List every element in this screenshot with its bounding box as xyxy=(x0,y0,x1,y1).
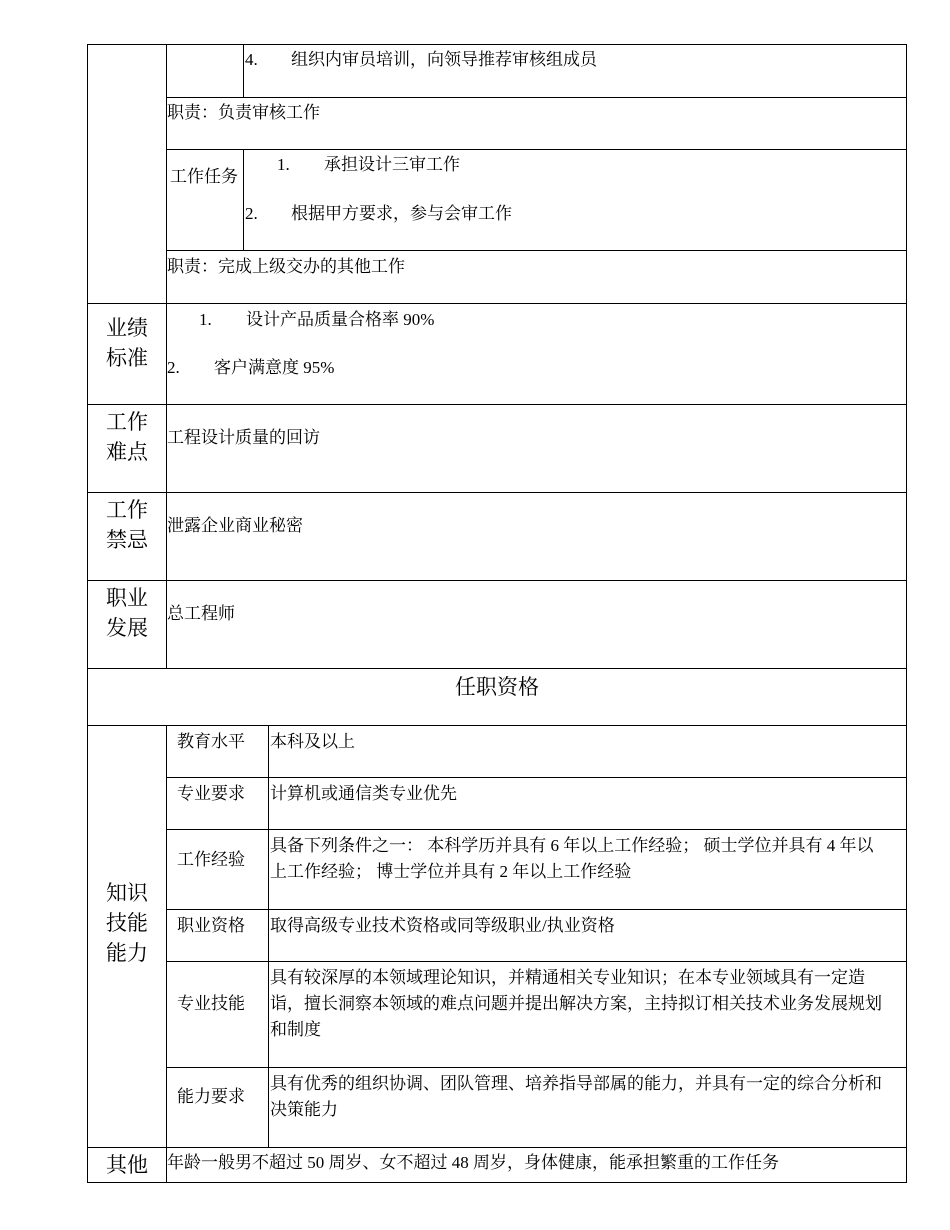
row-value: 具有较深厚的本领域理论知识，并精通相关专业知识；在本专业领域具有一定造诣，擅长洞察本领域的难点问题并提出解决方案，主持拟订相关技术业务发展规划和制度 xyxy=(270,968,882,1039)
row-label: 专业要求 xyxy=(177,784,245,803)
row-label: 能力要求 xyxy=(177,1087,245,1106)
row-value: 本科及以上 xyxy=(270,732,355,751)
row-value: 取得高级专业技术资格或同等级职业/执业资格 xyxy=(270,916,615,935)
item-text: 设计产品质量合格率 90% xyxy=(246,310,435,329)
duty-review: 职责：负责审核工作 xyxy=(167,103,320,122)
difficulty-value: 工程设计质量的回访 xyxy=(167,428,320,447)
taboo-label: 工作禁忌 xyxy=(106,498,148,552)
item-text: 组织内审员培训，向领导推荐审核组成员 xyxy=(291,50,597,69)
qualification-title: 任职资格 xyxy=(455,675,539,699)
task-label: 工作任务 xyxy=(170,167,238,186)
taboo-value: 泄露企业商业秘密 xyxy=(167,516,303,535)
other-value: 年龄一般男不超过 50 周岁、女不超过 48 周岁，身体健康，能承担繁重的工作任务 xyxy=(167,1153,779,1172)
difficulty-label: 工作难点 xyxy=(106,410,148,464)
row-label: 教育水平 xyxy=(177,732,245,751)
row-value: 具备下列条件之一： 本科学历并具有 6 年以上工作经验； 硕士学位并具有 4 年以上工作经验； 博士学位并具有 2 年以上工作经验 xyxy=(270,836,874,881)
duty-other: 职责：完成上级交办的其他工作 xyxy=(167,257,405,276)
career-label: 职业发展 xyxy=(106,586,148,640)
item-text: 客户满意度 95% xyxy=(214,358,335,377)
row-label: 职业资格 xyxy=(177,916,245,935)
row-label: 专业技能 xyxy=(177,994,245,1013)
row-value: 计算机或通信类专业优先 xyxy=(270,784,457,803)
other-label: 其他 xyxy=(106,1153,148,1177)
item-number: 4. xyxy=(245,50,258,69)
career-value: 总工程师 xyxy=(167,604,235,623)
item-number: 1. xyxy=(277,155,290,174)
item-text: 承担设计三审工作 xyxy=(324,155,460,174)
item-text: 根据甲方要求，参与会审工作 xyxy=(291,204,512,223)
item-number: 2. xyxy=(167,358,180,377)
row-label: 工作经验 xyxy=(177,850,245,869)
item-number: 1. xyxy=(199,310,212,329)
knowledge-group-label: 知识技能能力 xyxy=(106,881,148,965)
performance-label: 业绩标准 xyxy=(106,316,148,370)
row-value: 具有优秀的组织协调、团队管理、培养指导部属的能力，并具有一定的综合分析和决策能力 xyxy=(270,1074,882,1119)
item-number: 2. xyxy=(245,204,258,223)
